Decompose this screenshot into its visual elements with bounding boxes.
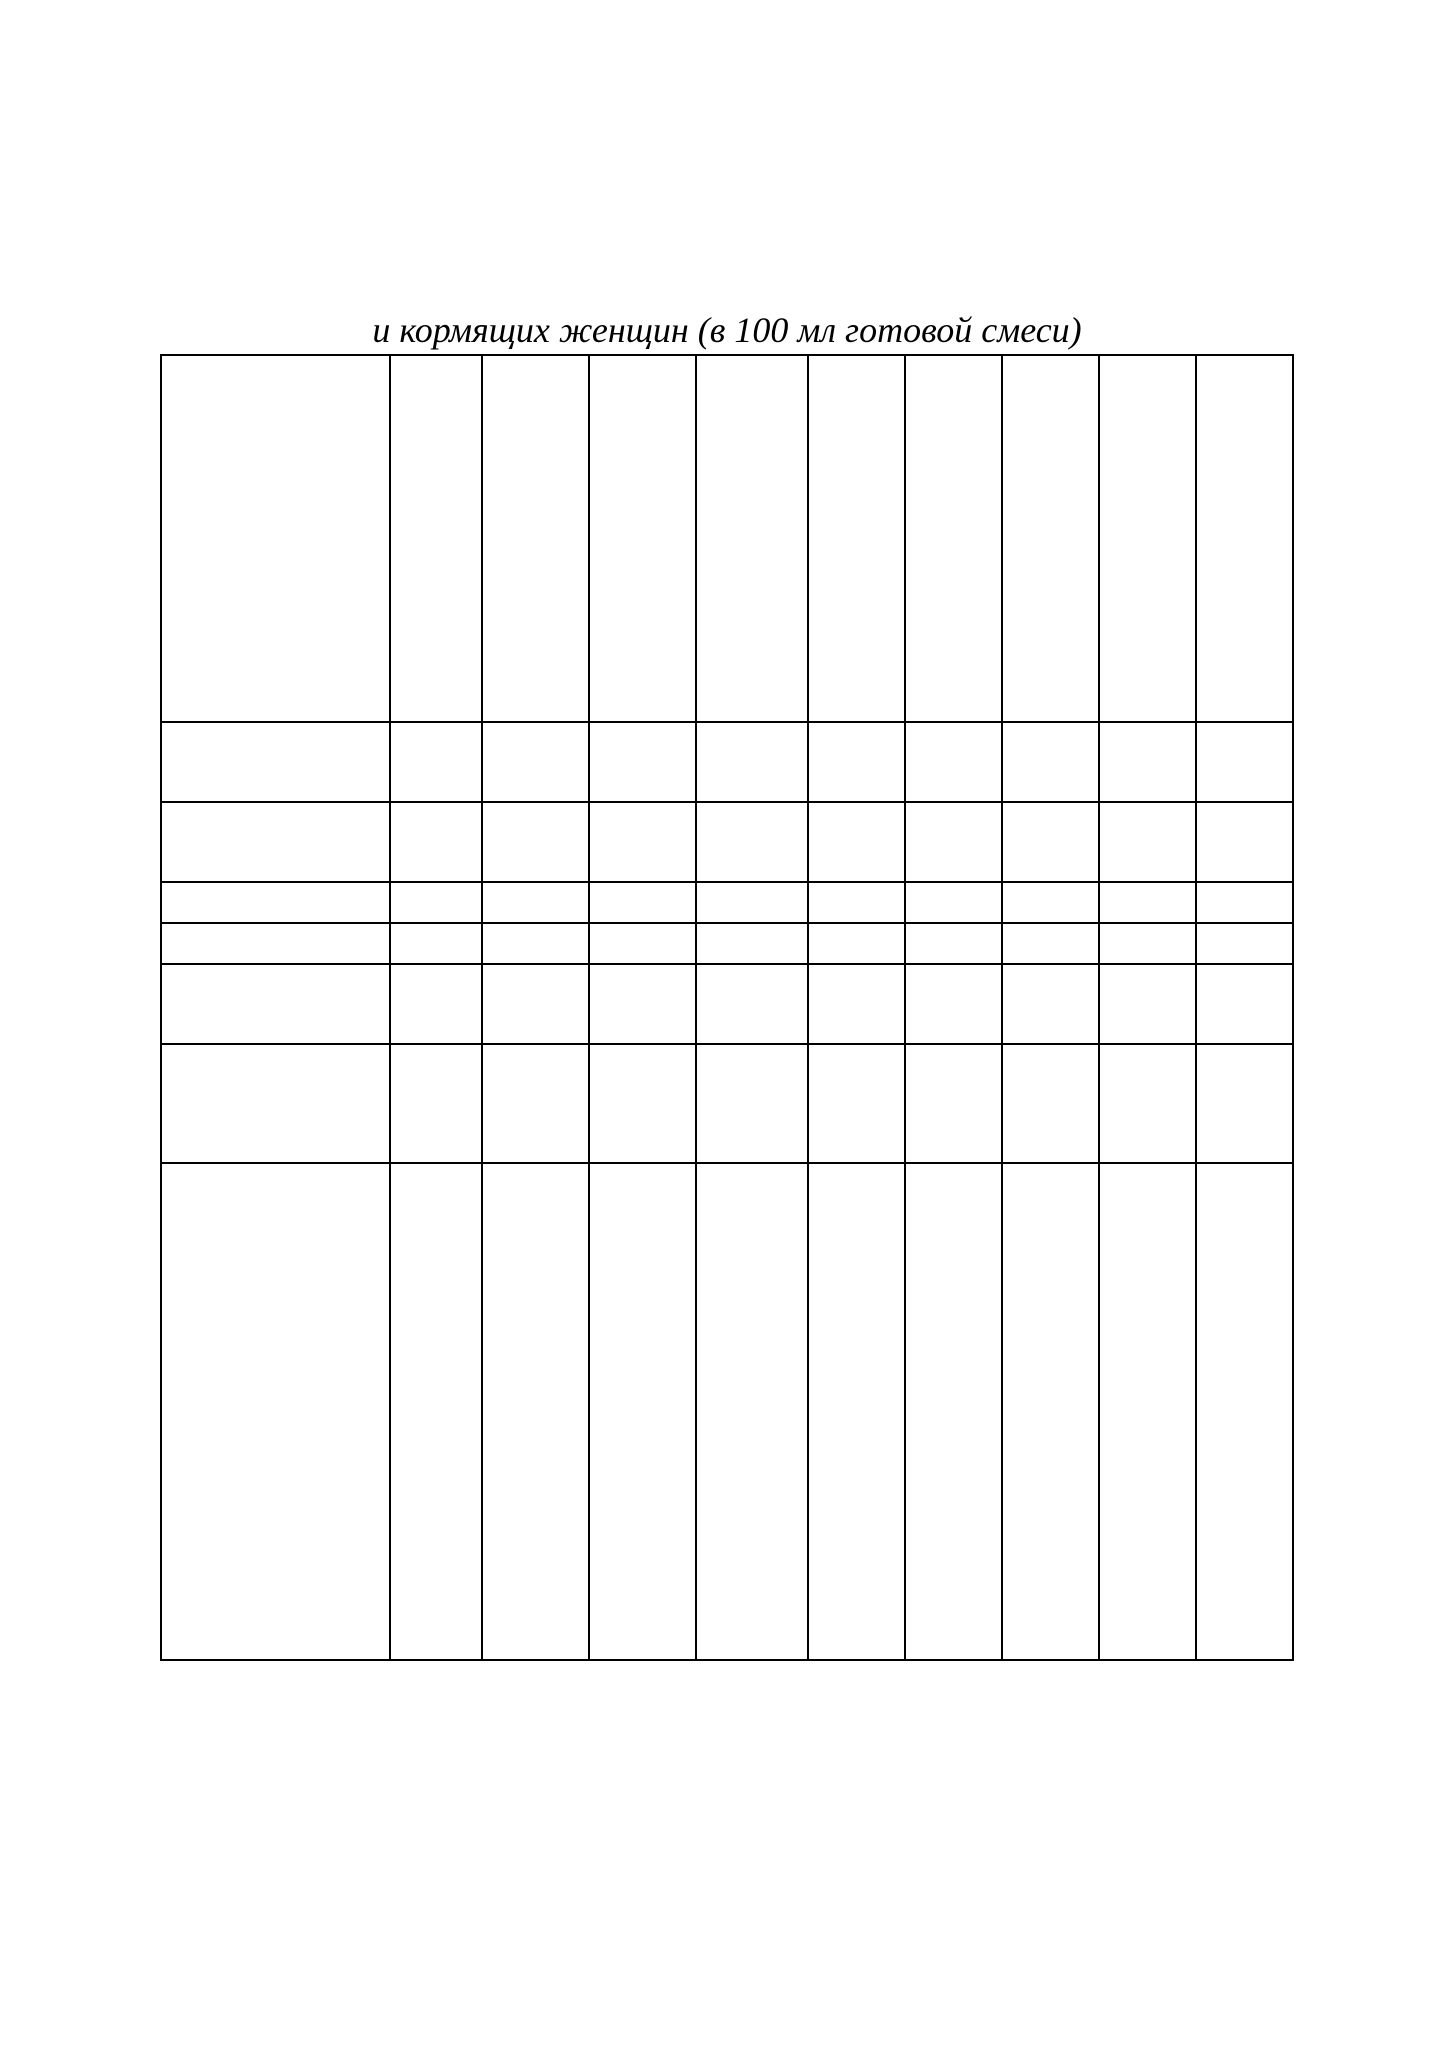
table-cell bbox=[1002, 882, 1098, 923]
table-cell bbox=[696, 722, 808, 802]
table-cell bbox=[905, 722, 1002, 802]
data-table bbox=[160, 354, 1294, 1661]
table-cell bbox=[161, 355, 390, 722]
table-row bbox=[161, 964, 1293, 1044]
table-cell bbox=[808, 1163, 905, 1660]
table-cell bbox=[808, 964, 905, 1044]
table-cell bbox=[482, 1044, 589, 1163]
table-cell bbox=[1002, 1163, 1098, 1660]
table-cell bbox=[161, 1044, 390, 1163]
table-row bbox=[161, 802, 1293, 882]
table-cell bbox=[390, 882, 481, 923]
table-cell bbox=[1196, 1163, 1293, 1660]
table-cell bbox=[390, 355, 481, 722]
table-cell bbox=[589, 802, 696, 882]
table-cell bbox=[1002, 964, 1098, 1044]
table-cell bbox=[905, 882, 1002, 923]
table-cell bbox=[161, 923, 390, 964]
table-cell bbox=[1099, 923, 1196, 964]
table-cell bbox=[1196, 802, 1293, 882]
table-cell bbox=[390, 1163, 481, 1660]
table-cell bbox=[905, 802, 1002, 882]
table-cell bbox=[1099, 964, 1196, 1044]
table-cell bbox=[161, 1163, 390, 1660]
table-cell bbox=[589, 964, 696, 1044]
table-cell bbox=[905, 355, 1002, 722]
table-caption: и кормящих женщин (в 100 мл готовой смеси) bbox=[372, 310, 1082, 350]
table-cell bbox=[1002, 802, 1098, 882]
table-row bbox=[161, 355, 1293, 722]
table-cell bbox=[808, 923, 905, 964]
table-cell bbox=[482, 964, 589, 1044]
table-cell bbox=[1099, 882, 1196, 923]
table-cell bbox=[1002, 355, 1098, 722]
table-cell bbox=[1002, 722, 1098, 802]
table-cell bbox=[905, 964, 1002, 1044]
table-cell bbox=[161, 882, 390, 923]
table-cell bbox=[589, 882, 696, 923]
table-cell bbox=[1002, 1044, 1098, 1163]
table-cell bbox=[696, 964, 808, 1044]
table-cell bbox=[1099, 722, 1196, 802]
table-cell bbox=[161, 802, 390, 882]
table-cell bbox=[1099, 1044, 1196, 1163]
table-cell bbox=[696, 1163, 808, 1660]
table-cell bbox=[1196, 964, 1293, 1044]
table-cell bbox=[1099, 355, 1196, 722]
table-cell bbox=[696, 923, 808, 964]
table-cell bbox=[905, 1044, 1002, 1163]
table-cell bbox=[390, 1044, 481, 1163]
table-cell bbox=[589, 1044, 696, 1163]
table-cell bbox=[482, 882, 589, 923]
table-cell bbox=[390, 964, 481, 1044]
table-cell bbox=[1196, 923, 1293, 964]
table-cell bbox=[1196, 722, 1293, 802]
table-cell bbox=[390, 923, 481, 964]
table-cell bbox=[482, 923, 589, 964]
table-row bbox=[161, 923, 1293, 964]
table-cell bbox=[905, 923, 1002, 964]
table-cell bbox=[589, 923, 696, 964]
table-cell bbox=[808, 1044, 905, 1163]
table-cell bbox=[1099, 802, 1196, 882]
table-cell bbox=[589, 355, 696, 722]
table-cell bbox=[1002, 923, 1098, 964]
table-cell bbox=[696, 355, 808, 722]
table-cell bbox=[808, 722, 905, 802]
table-cell bbox=[808, 882, 905, 923]
table-cell bbox=[482, 802, 589, 882]
table-cell bbox=[1196, 355, 1293, 722]
table-cell bbox=[589, 1163, 696, 1660]
table-cell bbox=[161, 964, 390, 1044]
table-cell bbox=[390, 802, 481, 882]
table-cell bbox=[161, 722, 390, 802]
table-row bbox=[161, 722, 1293, 802]
table-cell bbox=[808, 802, 905, 882]
table-cell bbox=[696, 882, 808, 923]
table-cell bbox=[696, 802, 808, 882]
table-cell bbox=[808, 355, 905, 722]
table-row bbox=[161, 1163, 1293, 1660]
table-cell bbox=[696, 1044, 808, 1163]
table-cell bbox=[482, 355, 589, 722]
table-cell bbox=[1099, 1163, 1196, 1660]
table-cell bbox=[1196, 882, 1293, 923]
table-cell bbox=[390, 722, 481, 802]
table-cell bbox=[589, 722, 696, 802]
table-cell bbox=[482, 1163, 589, 1660]
table-row bbox=[161, 1044, 1293, 1163]
table-cell bbox=[482, 722, 589, 802]
table-cell bbox=[1196, 1044, 1293, 1163]
table-row bbox=[161, 882, 1293, 923]
table-cell bbox=[905, 1163, 1002, 1660]
